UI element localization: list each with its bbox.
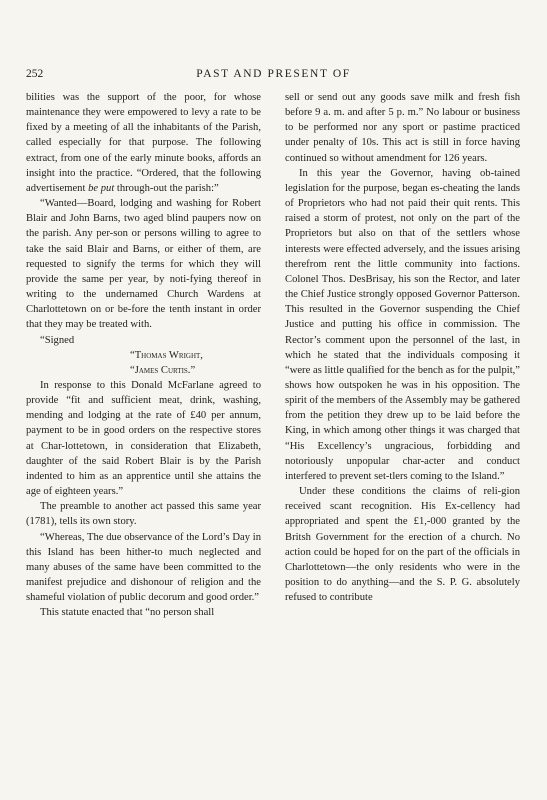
signature-james-curtis: “James Curtis.” xyxy=(130,364,196,376)
paragraph-religion: Under these conditions the claims of reli-gion received scant recognition. His Ex-cellency had appropriated and spent the £1,-000 granted by the Britsh Government for the erection of a church. No action could be hoped for on the part of the officials in Charlottetown—the only residents who were in the position to do anything—and the S. P. G. absolutely refused to contribute xyxy=(285,486,520,604)
paragraph-continuation: sell or send out any goods save milk and fresh fish before 9 a. m. and after 5 p. m.” No labour or business to be performed nor any sport or pastime practiced under penalty of 10s. This act is still in force having continued so without amendment for 126 years. xyxy=(285,92,520,164)
paragraph-mcfarlane: In response to this Donald McFarlane agreed to provide “fit and sufficient meat, drink, washing, mending and lodging at the rate of £40 per annum, payment to be in good orders on the respective stores at Char-lottetown, in consideration that Elizabeth, daughter of the said Robert Blair is by the Parish indented to him as an apprentice until she attains the age of eighteen years.” xyxy=(26,379,261,498)
paragraph-text: through-out the parish:” xyxy=(114,182,219,194)
paragraph-whereas: “Whereas, The due observance of the Lord’s Day in this Island has been hither-to much neglected and many abuses of the same have been committed to the manifest prejudice and dishonour of religion and the shameful violation of public decorum and good order.” xyxy=(26,531,261,604)
paragraph-preamble: The preamble to another act passed this same year (1781), tells its own story. xyxy=(26,501,261,528)
paragraph-governor: In this year the Governor, having ob-tained legislation for the purpose, began es-cheating the lands of Proprietors who had not paid their quit rents. This raised a storm of protest, not only on the part of the Proprietors but also on that of the settlers whose interests were effected adversely, and the issues arising therefrom rent the little community into factions. Colonel Thos. DesBrisay, his son the Rector, and later the Chief Justice strongly opposed Governor Patterson. This resulted in the Governor suspending the Chief Justice and putting his office in commission. The Rector’s comment upon the personnel of the last, in which he stated that the individuals composing it “were as little qualified for the bench as for the pulpit,” shows how outspoken he was in his opposition. The spirit of the members of the Assembly may be gathered from the petition they drew up to be laid before the King, in which among other things it was charged that “His Excellency’s ungracious, forbidding and notoriously unpopular char-acter and conduct interfered to prevent set-tlers coming to the Island.” xyxy=(285,167,520,482)
paragraph-continuation xyxy=(26,90,261,196)
advertisement-quote: “Wanted—Board, lodging and washing for Robert Blair and John Barns, two aged blind paupers now on the parish. Any per-son or persons willing to agree to take the said Blair and Barns, or either of them, are requested to signify the terms for which they will provide the same per year, by noti-fying thereof in writing to the undernamed Church Wardens at Charlottetown on or be-fore the tenth instant in order that they may be treated with. xyxy=(26,198,261,331)
signature-thomas-wright: “Thomas Wright, xyxy=(130,349,203,361)
left-column xyxy=(26,90,261,620)
paragraph-text: bilities was the support of the poor, for whose maintenance they were empowered to levy a rate to be fixed by a meeting of all the inhabitants of the Parish, called especially for that purpose. The following extract, from one of the early minute books, affords an insight into the practice. “Ordered, that the following advertisement xyxy=(26,92,261,194)
running-head: PAST AND PRESENT OF xyxy=(196,68,351,80)
right-column xyxy=(285,90,520,605)
paragraph-statute: This statute enacted that “no person shall xyxy=(40,607,215,619)
signed-line: “Signed xyxy=(40,334,75,346)
page-number: 252 xyxy=(26,68,44,80)
emphasis-text: be put xyxy=(88,182,115,194)
page-header xyxy=(26,68,521,84)
